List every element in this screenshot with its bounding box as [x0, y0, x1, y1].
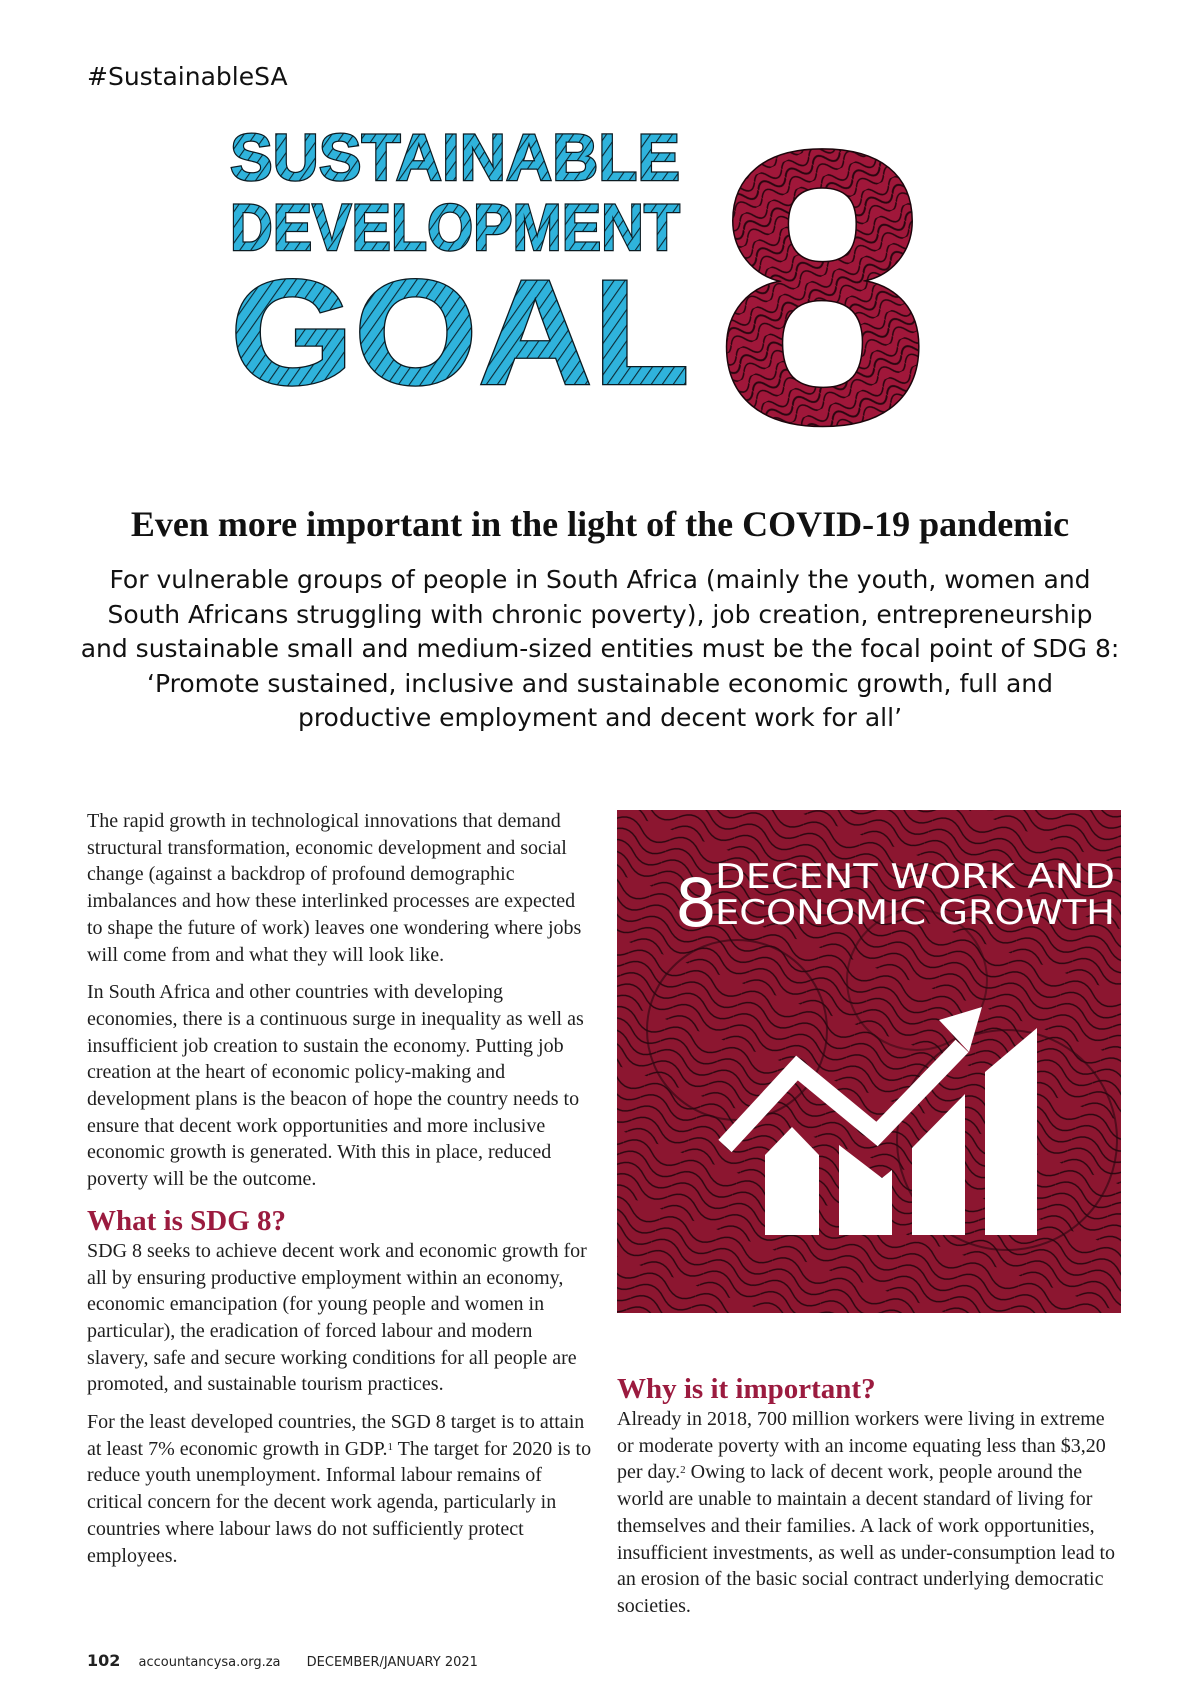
- paragraph-why-text-a: Already in 2018, 700 million workers were living in extreme or moderate poverty with an income equating less than $3,20 per day.: [617, 1408, 1106, 1484]
- hero-line-goal: GOAL: [230, 248, 690, 416]
- sdg8-tile-graphic: [617, 810, 1121, 1313]
- tile-line2: ECONOMIC GROWTH: [715, 893, 1115, 933]
- paragraph-sdg8-definition: SDG 8 seeks to achieve decent work and economic growth for all by ensuring productive employment within an economy, economic emancipation (for young people and women in particular), the eradication of forced labour and modern slavery, safe and secure working conditions for all people are promoted, and sustainable tourism practices.: [87, 1239, 587, 1396]
- hero-line-sustainable: SUSTAINABLE: [230, 122, 680, 194]
- page-number: 102: [87, 1651, 121, 1670]
- hero-line-development: DEVELOPMENT: [230, 190, 680, 264]
- paragraph-target-text-a: For the least developed countries, the SGD 8 target is to attain at least 7% economic growth in GDP.: [87, 1411, 585, 1460]
- sdg8-hero-graphic: [230, 122, 990, 432]
- heading-what-is-sdg8: What is SDG 8?: [87, 1204, 287, 1237]
- right-column: [617, 1370, 1122, 1631]
- hashtag: #SustainableSA: [87, 62, 288, 91]
- footer-site[interactable]: accountancysa.org.za: [138, 1655, 281, 1670]
- sdg8-tile: [617, 810, 1121, 1313]
- footer-issue: DECEMBER/JANUARY 2021: [306, 1655, 478, 1670]
- left-column: [87, 808, 592, 1580]
- paragraph-inequality: In South Africa and other countries with developing economies, there is a continuous surge in inequality as well as insufficient job creation to sustain the economy. Putting job creation at the heart of economic policy-making and development plans is the beacon of hope the country needs to ensure that decent work opportunities and more inclusive economic growth is generated. With this in place, reduced poverty will be the outcome.: [87, 981, 584, 1191]
- paragraph-target: [87, 1409, 592, 1569]
- page-footer: [87, 1651, 478, 1670]
- sdg8-hero-logo: [230, 122, 990, 432]
- paragraph-intro: The rapid growth in technological innovations that demand structural transformation, economic development and social change (against a backdrop of profound demographic imbalances and how these interlinked processes are expected to shape the future of work) leaves one wondering where jobs will come from and what they will look like.: [87, 810, 582, 966]
- footnote-ref-2[interactable]: 2: [680, 1464, 686, 1477]
- paragraph-why-text-b: Owing to lack of decent work, people around the world are unable to maintain a decent standard of living for themselves and their families. A lack of work opportunities, insufficient investments, as well as under-consumption lead to an erosion of the basic social contract underlying democratic societies.: [617, 1461, 1116, 1617]
- heading-why-important: Why is it important?: [617, 1373, 876, 1405]
- tile-line1: DECENT WORK AND: [715, 857, 1115, 897]
- headline: Even more important in the light of the COVID-19 pandemic: [130, 504, 1070, 544]
- paragraph-target-text-b: The target for 2020 is to reduce youth unemployment. Informal labour remains of critical concern for the decent work agenda, particularly in countries where labour laws do not sufficiently protect employees.: [87, 1437, 592, 1567]
- intro-standfirst: For vulnerable groups of people in South Africa (mainly the youth, women and South Africans struggling with chronic poverty), job creation, entrepreneurship and sustainable small and medium-sized entities must be the focal point of SDG 8: ‘Promote sustained, inclusive and sustainable economic growth, full and productive employment and decent work for all’: [80, 565, 1120, 732]
- paragraph-why-important: [617, 1406, 1122, 1620]
- footnote-ref-1[interactable]: 1: [387, 1440, 393, 1453]
- hero-number-8: 8: [715, 122, 930, 432]
- tile-number: 8: [675, 865, 717, 942]
